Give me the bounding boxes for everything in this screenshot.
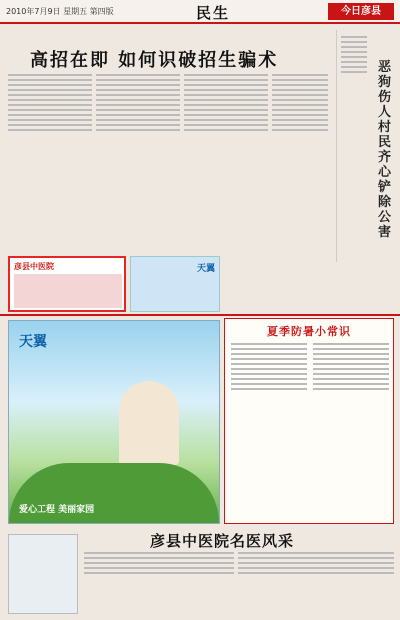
text-line — [313, 353, 389, 355]
text-line — [313, 363, 389, 365]
text-line — [272, 109, 328, 111]
text-line — [272, 114, 328, 116]
health-tips-title: 夏季防暑小常识 — [267, 325, 351, 338]
text-line — [272, 84, 328, 86]
text-line — [184, 124, 268, 126]
text-line — [84, 557, 234, 559]
text-line — [8, 104, 92, 106]
text-line — [231, 358, 307, 360]
article-column-3 — [184, 74, 268, 252]
text-line — [184, 109, 268, 111]
text-line — [84, 562, 234, 564]
text-line — [8, 99, 92, 101]
text-line — [8, 94, 92, 96]
text-line — [231, 388, 307, 390]
text-line — [238, 562, 394, 564]
text-line — [8, 129, 92, 131]
text-line — [231, 353, 307, 355]
text-line — [231, 343, 307, 345]
text-line — [272, 119, 328, 121]
text-line — [96, 79, 180, 81]
section-divider — [0, 314, 400, 316]
text-line — [238, 567, 394, 569]
text-line — [8, 79, 92, 81]
promo-ad-person-image — [119, 381, 179, 465]
text-line — [341, 56, 367, 58]
health-tips-column-left — [231, 343, 307, 519]
text-line — [8, 74, 92, 76]
text-line — [341, 66, 367, 68]
text-line — [341, 71, 367, 73]
text-line — [231, 348, 307, 350]
hospital-ad — [8, 256, 126, 312]
text-line — [313, 388, 389, 390]
text-line — [96, 129, 180, 131]
text-line — [272, 104, 328, 106]
text-line — [231, 363, 307, 365]
text-line — [272, 124, 328, 126]
text-line — [184, 74, 268, 76]
text-line — [8, 119, 92, 121]
text-line — [96, 89, 180, 91]
text-line — [341, 36, 367, 38]
text-line — [313, 383, 389, 385]
text-line — [8, 109, 92, 111]
text-line — [238, 552, 394, 554]
dateline: 2010年7月9日 星期五 第四版 — [6, 7, 114, 16]
text-line — [238, 572, 394, 574]
telecom-ad — [130, 256, 220, 312]
text-line — [231, 373, 307, 375]
text-line — [272, 89, 328, 91]
bottom-text-right — [238, 552, 394, 614]
text-line — [184, 89, 268, 91]
bottom-headline: 彦县中医院名医风采 — [150, 532, 295, 550]
text-line — [84, 567, 234, 569]
text-line — [184, 114, 268, 116]
article-column-2 — [96, 74, 180, 252]
text-line — [272, 79, 328, 81]
text-line — [272, 129, 328, 131]
text-line — [341, 61, 367, 63]
text-line — [272, 74, 328, 76]
text-line — [8, 89, 92, 91]
doctor-photo — [8, 534, 78, 614]
sidebar-article — [336, 30, 394, 262]
text-line — [184, 79, 268, 81]
text-line — [231, 368, 307, 370]
promo-ad-slogan: 爱心工程 美丽家园 — [19, 505, 95, 515]
text-line — [313, 373, 389, 375]
hospital-ad-image — [14, 274, 122, 308]
text-line — [313, 358, 389, 360]
text-line — [184, 119, 268, 121]
text-line — [8, 84, 92, 86]
text-line — [84, 552, 234, 554]
text-line — [231, 378, 307, 380]
text-line — [96, 104, 180, 106]
text-line — [341, 41, 367, 43]
promo-ad-brand: 天翼 — [19, 334, 47, 350]
text-line — [272, 94, 328, 96]
text-line — [184, 104, 268, 106]
text-line — [272, 99, 328, 101]
telecom-ad-brand: 天翼 — [196, 264, 215, 274]
article-column-1 — [8, 74, 92, 252]
text-line — [96, 99, 180, 101]
text-line — [96, 94, 180, 96]
health-tips-box — [224, 318, 394, 524]
sidebar-title: 恶狗伤人 村民齐心铲除公害 — [378, 60, 392, 240]
promo-ad — [8, 320, 220, 524]
text-line — [238, 557, 394, 559]
text-line — [341, 46, 367, 48]
text-line — [96, 119, 180, 121]
main-headline: 高招在即 如何识破招生骗术 — [30, 50, 279, 71]
text-line — [96, 84, 180, 86]
hospital-ad-brand: 彦县中医院 — [14, 262, 54, 271]
newspaper-logo: 今日彦县 — [328, 3, 394, 20]
text-line — [313, 348, 389, 350]
text-line — [96, 124, 180, 126]
masthead — [0, 0, 400, 24]
health-tips-columns — [231, 343, 389, 519]
text-line — [184, 84, 268, 86]
health-tips-column-right — [313, 343, 389, 519]
text-line — [8, 124, 92, 126]
text-line — [341, 51, 367, 53]
text-line — [313, 378, 389, 380]
article-column-4 — [272, 74, 328, 252]
text-line — [231, 383, 307, 385]
section-title: 民生 — [196, 4, 231, 22]
text-line — [96, 74, 180, 76]
text-line — [96, 109, 180, 111]
text-line — [184, 99, 268, 101]
text-line — [313, 343, 389, 345]
text-line — [184, 94, 268, 96]
text-line — [184, 129, 268, 131]
bottom-text-left — [84, 552, 234, 614]
text-line — [313, 368, 389, 370]
text-line — [84, 572, 234, 574]
text-line — [96, 114, 180, 116]
text-line — [8, 114, 92, 116]
sidebar-text — [341, 36, 367, 76]
